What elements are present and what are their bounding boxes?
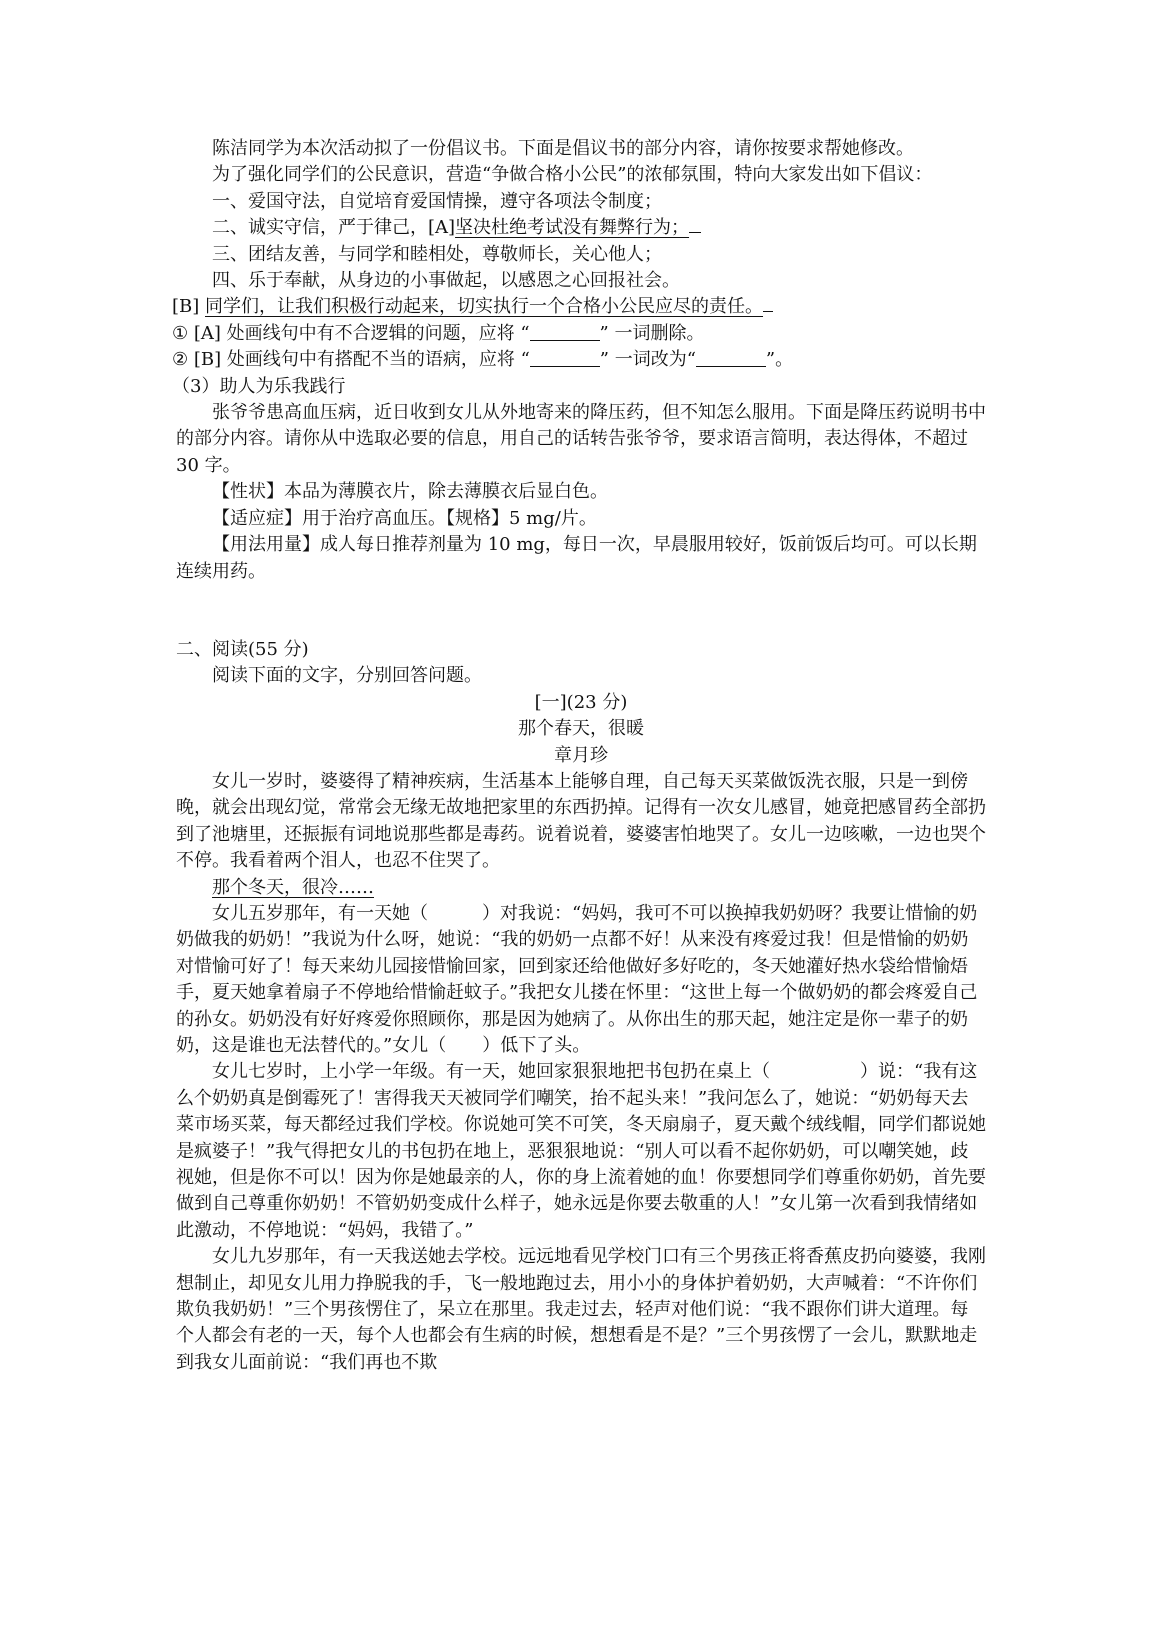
- section3-heading: （3）助人为乐我践行: [172, 375, 346, 397]
- article-title: 那个春天，很暖: [518, 718, 644, 740]
- article-paragraph-4: 女儿七岁时，上小学一年级。有一天，她回家狠狠地把书包扔在桌上（ ）说：“我有这么个奶奶真是倒霉死了！害得我天天被同学们嘲笑，抬不起头来！”我问怎么了，她说：“奶奶每天去菜市场买菜，每天都经过我们学校。你说她可笑不可笑，冬天扇扇子，夏天戴个绒线帽，同学们都说她是疯婆子！”我气得把女儿的书包扔在地上，恶狠狠地说：“别人可以看不起你奶奶，可以嘲笑她，歧视她，但是你不可以！因为你是她最亲的人，你的身上流着她的血！你要想同学们尊重你奶奶，首先要做到自己尊重你奶奶！不管奶奶变成什么样子，她永远是你要去敬重的人！”女儿第一次看到我情绪如此激动，不停地说：“妈妈，我错了。”: [176, 1061, 986, 1241]
- drug-usage: 【用法用量】成人每日推荐剂量为 10 mg，每日一次，早晨服用较好，饭前饭后均可。可以长期连续用药。: [176, 534, 977, 582]
- drug-properties: 【性状】本品为薄膜衣片，除去薄膜衣后显白色。: [212, 481, 608, 503]
- proposal-item-2: [176, 215, 986, 241]
- reading-heading: 二、阅读(55 分): [176, 638, 309, 660]
- answer-blank-3[interactable]: [696, 348, 766, 367]
- reading-part: [一](23 分): [534, 691, 628, 713]
- underlined-sentence-a: 坚决杜绝考试没有舞弊行为；: [455, 217, 690, 239]
- answer-blank-2[interactable]: [530, 348, 600, 367]
- proposal-item-4: 四、乐于奉献，从身边的小事做起，以感恩之心回报社会。: [212, 270, 680, 292]
- b-marker: [B]: [172, 296, 200, 318]
- answer-blank-1[interactable]: [530, 322, 600, 341]
- proposal-intro: 为了强化同学们的公民意识，营造“争做合格小公民”的浓郁氛围，特向大家发出如下倡议：: [212, 164, 933, 186]
- question-2: ② [B] 处画线句中有搭配不当的语病，应将 “ ” 一词改为“ ”。: [172, 349, 794, 371]
- section3-prompt: 张爷爷患高血压病，近日收到女儿从外地寄来的降压药，但不知怎么服用。下面是降压药说明书中的部分内容。请你从中选取必要的信息，用自己的话转告张爷爷，要求语言简明，表达得体，不超过 30 字。: [176, 402, 986, 476]
- article-paragraph-1: 女儿一岁时，婆婆得了精神疾病，生活基本上能够自理，自己每天买菜做饭洗衣服，只是一到傍晚，就会出现幻觉，常常会无缘无故地把家里的东西扔掉。记得有一次女儿感冒，她竟把感冒药全部扔到了池塘里，还振振有词地说那些都是毒药。说着说着，婆婆害怕地哭了。女儿一边咳嗽，一边也哭个不停。我看着两个泪人，也忍不住哭了。: [176, 770, 986, 872]
- drug-indication: 【适应症】用于治疗高血压。【规格】5 mg/片。: [212, 507, 597, 529]
- underlined-sentence-b: 同学们，让我们积极行动起来，切实执行一个合格小公民应尽的责任。: [205, 296, 764, 318]
- document-page: [172, 136, 986, 1376]
- sentence-b: [172, 294, 986, 320]
- proposal-item-1: 一、爱国守法，自觉培育爱国情操，遵守各项法令制度；: [212, 190, 662, 212]
- article-paragraph-3: 女儿五岁那年，有一天她（ ）对我说：“妈妈，我可不可以换掉我奶奶呀？我要让惜愉的奶奶做我的奶奶！”我说为什么呀，她说：“我的奶奶一点都不好！从来没有疼爱过我！但是惜愉的奶奶对惜愉可好了！每天来幼儿园接惜愉回家，回到家还给他做好多好吃的，冬天她灌好热水袋给惜愉焐手，夏天她拿着扇子不停地给惜愉赶蚊子。”我把女儿搂在怀里：“这世上每一个做奶奶的都会疼爱自己的孙女。奶奶没有好好疼爱你照顾你，那是因为她病了。从你出生的那天起，她注定是你一辈子的奶奶，这是谁也无法替代的。”女儿（ ）低下了头。: [176, 902, 978, 1056]
- article-paragraph-2: 那个冬天，很冷……: [212, 876, 374, 898]
- proposal-item-3: 三、团结友善，与同学和睦相处，尊敬师长，关心他人；: [212, 243, 662, 265]
- article-paragraph-5: 女儿九岁那年，有一天我送她去学校。远远地看见学校门口有三个男孩正将香蕉皮扔向婆婆，我刚想制止，却见女儿用力挣脱我的手，飞一般地跑过去，用小小的身体护着奶奶，大声喊着：“不许你们欺负我奶奶！”三个男孩愣住了，呆立在那里。我走过去，轻声对他们说：“我不跟你们讲大道理。每个人都会有老的一天，每个人也都会有生病的时候，想想看是不是？”三个男孩愣了一会儿，默默地走到我女儿面前说：“我们再也不欺: [176, 1246, 986, 1373]
- question-1: ① [A] 处画线句中有不合逻辑的问题，应将 “ ” 一词删除。: [172, 322, 705, 344]
- intro-paragraph: 陈洁同学为本次活动拟了一份倡议书。下面是倡议书的部分内容，请你按要求帮她修改。: [212, 138, 914, 159]
- article-author: 章月珍: [554, 744, 608, 766]
- proposal-item-2-text: 二、诚实守信，严于律己，[A]: [212, 217, 456, 239]
- reading-instruction: 阅读下面的文字，分别回答问题。: [212, 665, 482, 687]
